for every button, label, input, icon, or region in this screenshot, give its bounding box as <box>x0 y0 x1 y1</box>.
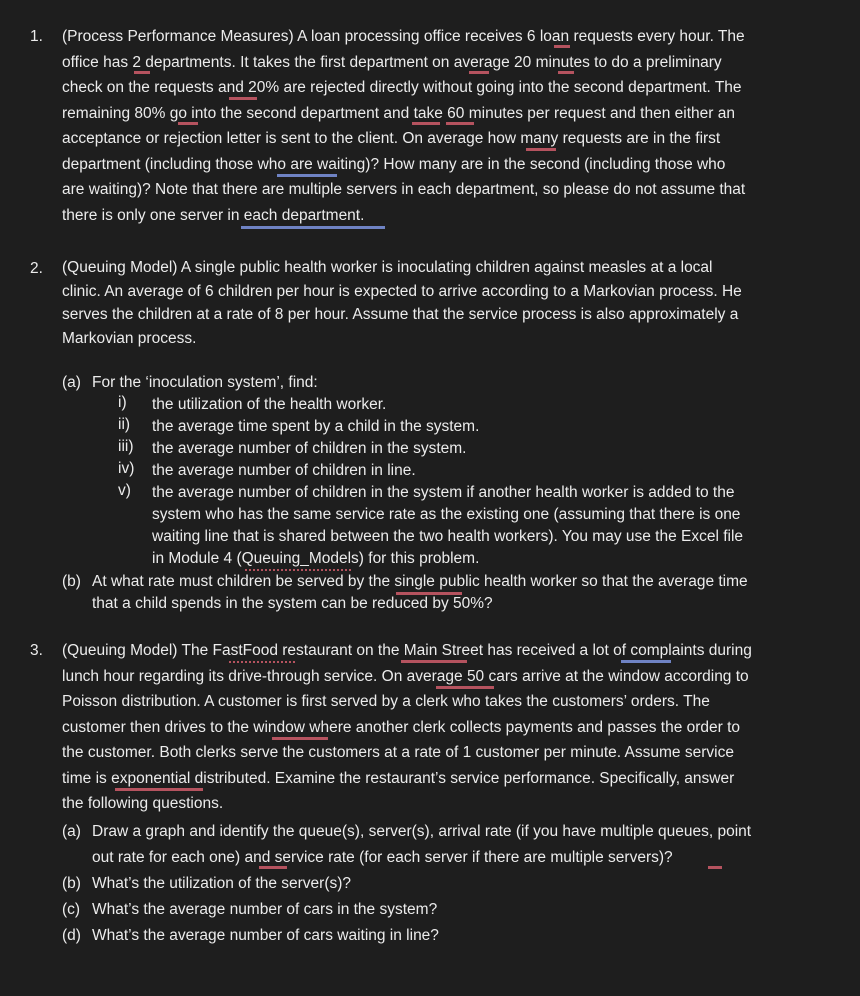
item-label: ii) <box>118 416 131 433</box>
question-text: (Queuing Model) The FastFood restaurant on the Main Street has received a lot of complaints during lunch hour regarding its drive-through service. On average 50 cars arrive at the window according to Poisson distribution. A customer is first served by a clerk who takes the customers’ orders. The customer then drives to the window where another clerk collects payments and passes the order to the customer. Both clerks serve the customers at a rate of 1 customer per minute. Assume service time is exponential distributed. Examine the restaurant’s service performance. Specifically, answer the following questions. <box>62 642 752 812</box>
item-label: iv) <box>118 460 135 477</box>
item-label: i) <box>118 394 127 411</box>
spelling-mark <box>259 866 287 869</box>
item-text: the average time spent by a child in the system. <box>152 418 480 435</box>
spelling-mark <box>245 568 351 571</box>
spelling-mark <box>178 122 198 125</box>
grammar-mark <box>277 174 337 177</box>
part-label: (a) <box>62 823 81 840</box>
spelling-mark <box>272 737 328 740</box>
spelling-mark <box>436 686 494 689</box>
part-text: What’s the average number of cars waiting in line? <box>92 927 439 944</box>
part-text: Draw a graph and identify the queue(s), server(s), arrival rate (if you have multiple queues, point out rate for each one) and service rate (for each server if there are multiple servers)? <box>92 823 752 866</box>
spelling-mark <box>554 45 570 48</box>
spelling-mark <box>229 660 295 663</box>
item-text: the average number of children in the system. <box>152 440 467 457</box>
spelling-mark <box>115 788 203 791</box>
spelling-mark <box>412 122 440 125</box>
question-number: 2. <box>30 260 43 277</box>
spelling-mark <box>526 148 556 151</box>
spelling-mark <box>469 71 489 74</box>
item-text: the average number of children in line. <box>152 462 416 479</box>
spelling-mark <box>446 122 474 125</box>
spelling-mark <box>401 660 467 663</box>
question-text: (Process Performance Measures) A loan processing office receives 6 loan requests every hour. The office has 2 departments. It takes the first department on average 20 minutes to do a preliminary check on the requests and 20% are rejected directly without going into the second department. The remaining 80% go into the second department and take 60 minutes per request and then either an acceptance or rejection letter is sent to the client. On average how many requests are in the first department (including those who are waiting)? How many are in the second (including those who are waiting)? Note that there are multiple servers in each department, so please do not assume that there is only one server in each department. <box>62 28 746 224</box>
spelling-mark <box>134 71 150 74</box>
item-label: v) <box>118 482 131 499</box>
question-text: (Queuing Model) A single public health worker is inoculating children against measles at a local clinic. An average of 6 children per hour is expected to arrive according to a Markovian process. He serves the children at a rate of 8 per hour. Assume that the service process is also approximately a Markovian process. <box>62 259 742 347</box>
part-text: For the ‘inoculation system’, find: <box>92 374 318 391</box>
item-label: iii) <box>118 438 134 455</box>
part-text: What’s the utilization of the server(s)? <box>92 875 352 892</box>
part-text: At what rate must children be served by the single public health worker so that the average time that a child spends in the system can be reduced by 50%? <box>92 573 748 612</box>
part-label: (b) <box>62 573 81 590</box>
spelling-mark <box>396 592 462 595</box>
spelling-mark <box>558 71 574 74</box>
item-text: the average number of children in the system if another health worker is added to the system who has the same service rate as the existing one (assuming that there is one waiting line that is shared between the two health workers). You may use the Excel file in Module 4 (Queuing_Models) for this problem. <box>152 484 744 567</box>
grammar-mark <box>621 660 671 663</box>
question-number: 1. <box>30 28 43 45</box>
part-label: (d) <box>62 927 81 944</box>
part-label: (a) <box>62 374 81 391</box>
part-label: (c) <box>62 901 81 918</box>
part-text: What’s the average number of cars in the system? <box>92 901 438 918</box>
spelling-mark <box>229 97 257 100</box>
part-label: (b) <box>62 875 81 892</box>
spelling-mark <box>708 866 722 869</box>
item-text: the utilization of the health worker. <box>152 396 387 413</box>
grammar-mark <box>241 226 385 229</box>
question-number: 3. <box>30 642 43 659</box>
